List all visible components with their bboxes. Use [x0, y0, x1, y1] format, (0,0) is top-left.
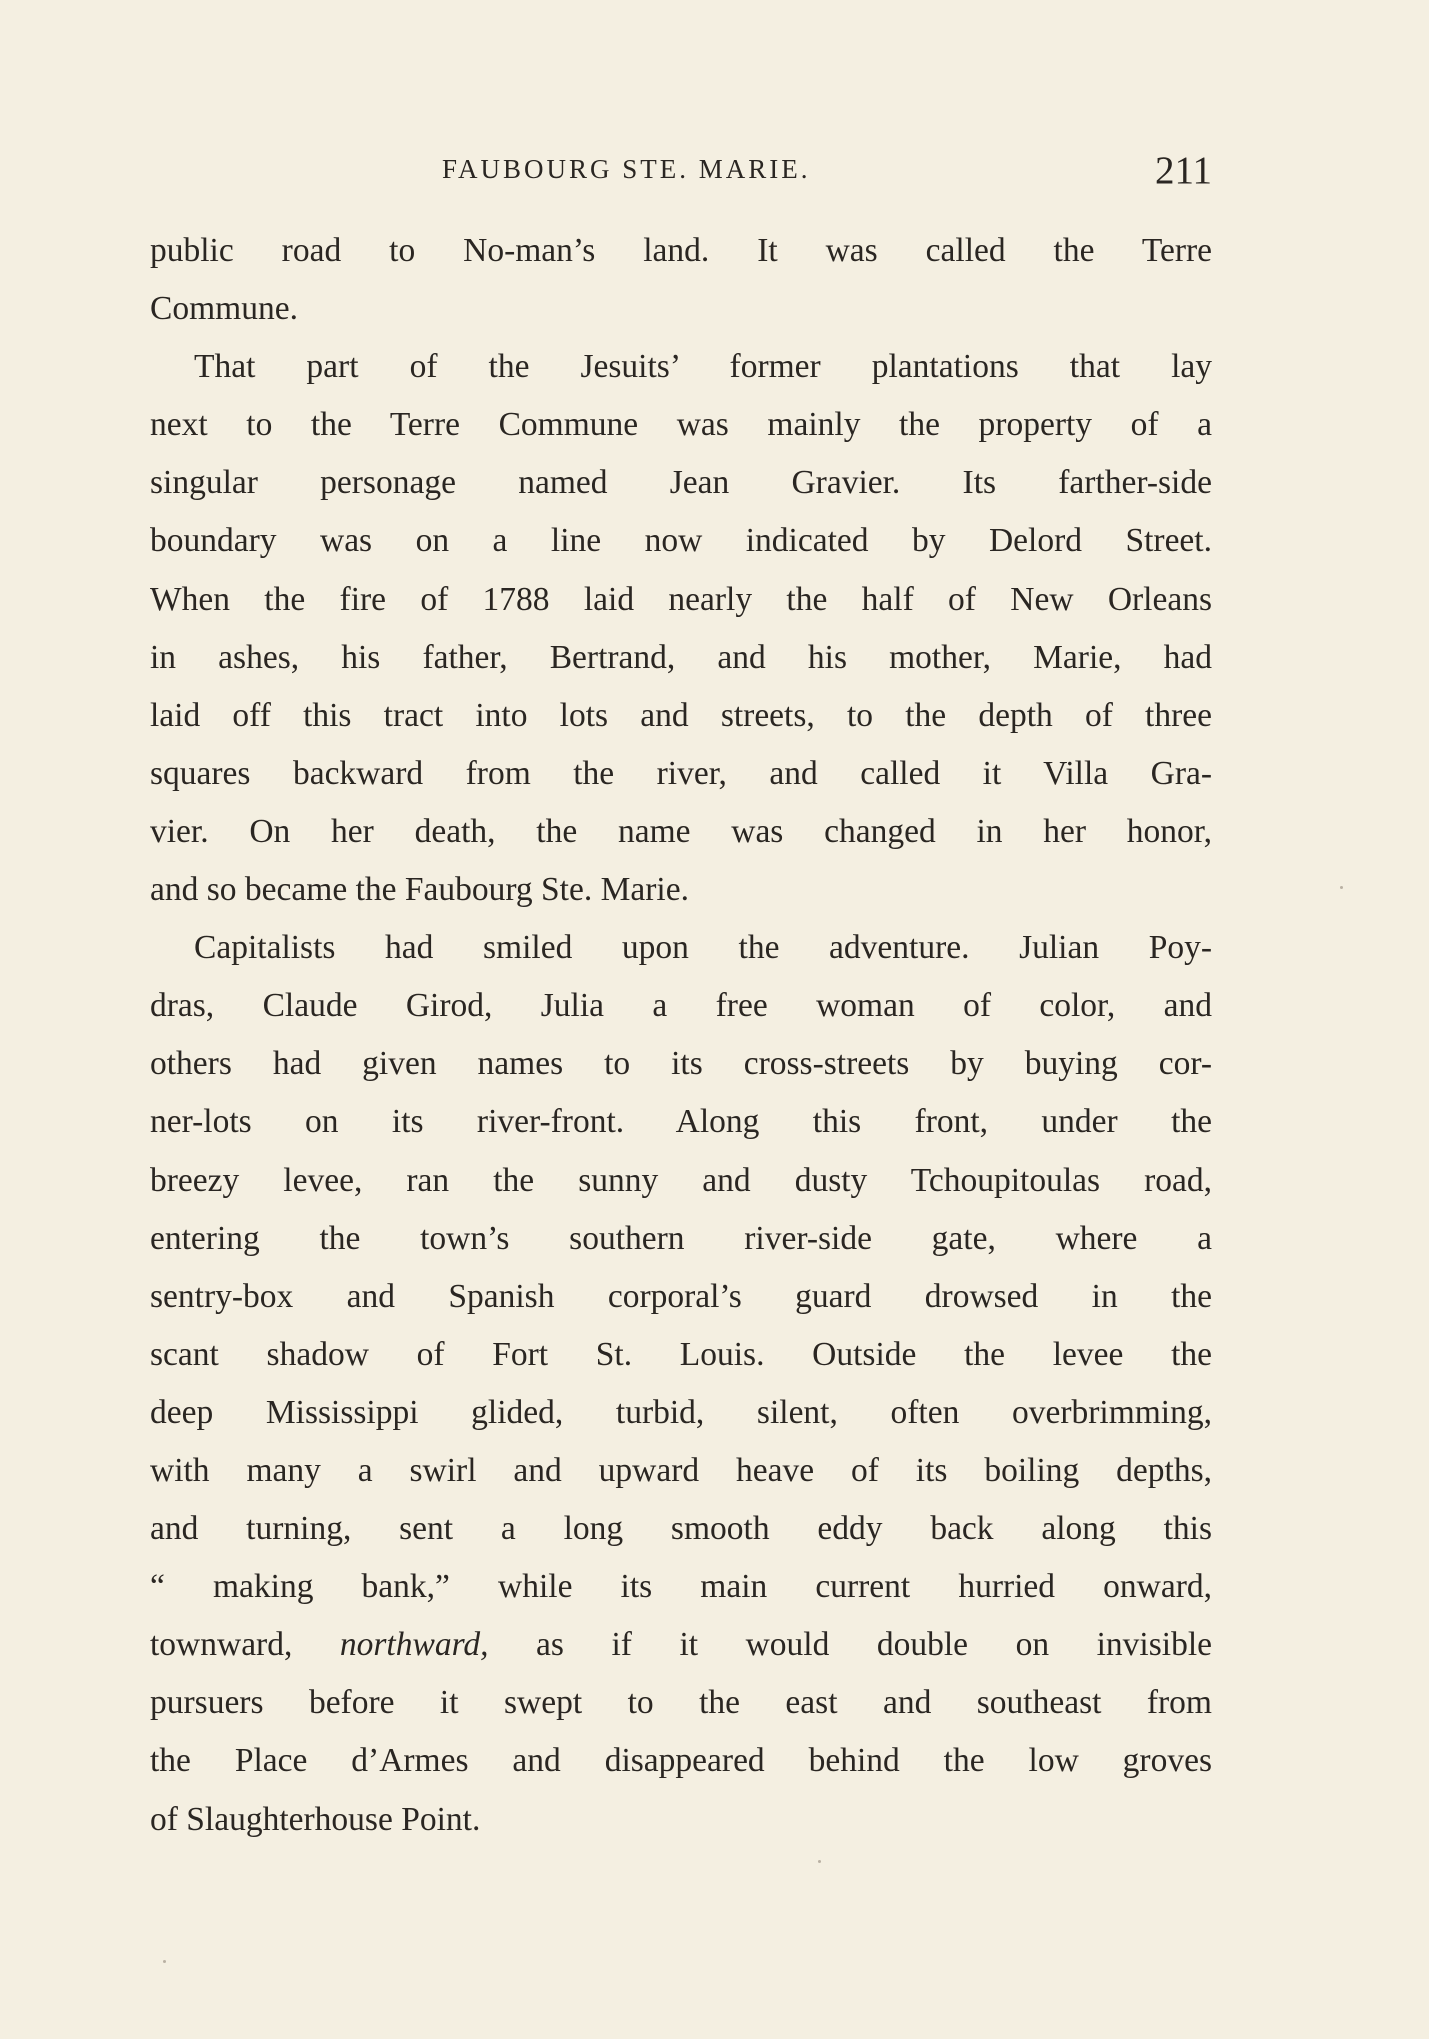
line-text-before: townward,	[150, 1626, 340, 1664]
paper-speck	[1340, 886, 1343, 889]
running-head	[150, 148, 1212, 198]
text-line: Commune.	[150, 290, 298, 328]
text-line: public road to No-man’s land. It was called the Terre	[150, 232, 1212, 269]
text-line: with many a swirl and upward heave of its boiling depths,	[150, 1451, 1212, 1489]
line-text-after: as if it would double on invisible	[488, 1626, 1212, 1664]
text-line: and so became the Faubourg Ste. Marie.	[150, 871, 689, 909]
italic-emphasis: northward,	[339, 1626, 489, 1664]
text-line: in ashes, his father, Bertrand, and his mother, Marie, had	[150, 638, 1212, 676]
page-number: 211	[1154, 149, 1212, 192]
text-line: ner-lots on its river-front. Along this front, under the	[150, 1103, 1212, 1141]
text-line: laid off this tract into lots and streets, to the depth of three	[150, 696, 1212, 734]
text-line: next to the Terre Commune was mainly the property of a	[150, 406, 1212, 444]
paragraph-start-line: Capitalists had smiled upon the adventure. Julian Poy-	[194, 929, 1212, 967]
text-line-with-italic	[150, 1616, 1212, 1674]
text-line: pursuers before it swept to the east and southeast from	[150, 1684, 1212, 1722]
running-title: FAUBOURG STE. MARIE.	[442, 154, 811, 184]
text-line: and turning, sent a long smooth eddy back along this	[150, 1510, 1212, 1548]
text-line: sentry-box and Spanish corporal’s guard drowsed in the	[150, 1277, 1212, 1315]
text-line: dras, Claude Girod, Julia a free woman of color, and	[150, 987, 1212, 1025]
text-line: squares backward from the river, and called it Villa Gra-	[150, 754, 1212, 792]
text-line: breezy levee, ran the sunny and dusty Tchoupitoulas road,	[150, 1161, 1212, 1199]
paper-speck	[818, 1860, 821, 1863]
paragraph-start-line: That part of the Jesuits’ former plantations that lay	[194, 348, 1212, 386]
text-line: others had given names to its cross-streets by buying cor-	[150, 1045, 1212, 1083]
text-line: boundary was on a line now indicated by Delord Street.	[150, 522, 1212, 560]
text-line: vier. On her death, the name was changed in her honor,	[150, 812, 1212, 850]
text-line: singular personage named Jean Gravier. Its farther-side	[150, 464, 1212, 502]
paper-speck	[163, 1960, 166, 1963]
text-line: scant shadow of Fort St. Louis. Outside the levee the	[150, 1335, 1212, 1373]
text-line: When the fire of 1788 laid nearly the half of New Orleans	[150, 580, 1212, 618]
text-line: deep Mississippi glided, turbid, silent, often overbrimming,	[150, 1393, 1212, 1431]
body-text	[150, 222, 1212, 1849]
text-line: of Slaughterhouse Point.	[150, 1800, 481, 1838]
text-line: “ making bank,” while its main current hurried onward,	[150, 1568, 1212, 1606]
text-line: the Place d’Armes and disappeared behind the low groves	[150, 1742, 1212, 1780]
text-line: entering the town’s southern river-side gate, where a	[150, 1219, 1212, 1257]
